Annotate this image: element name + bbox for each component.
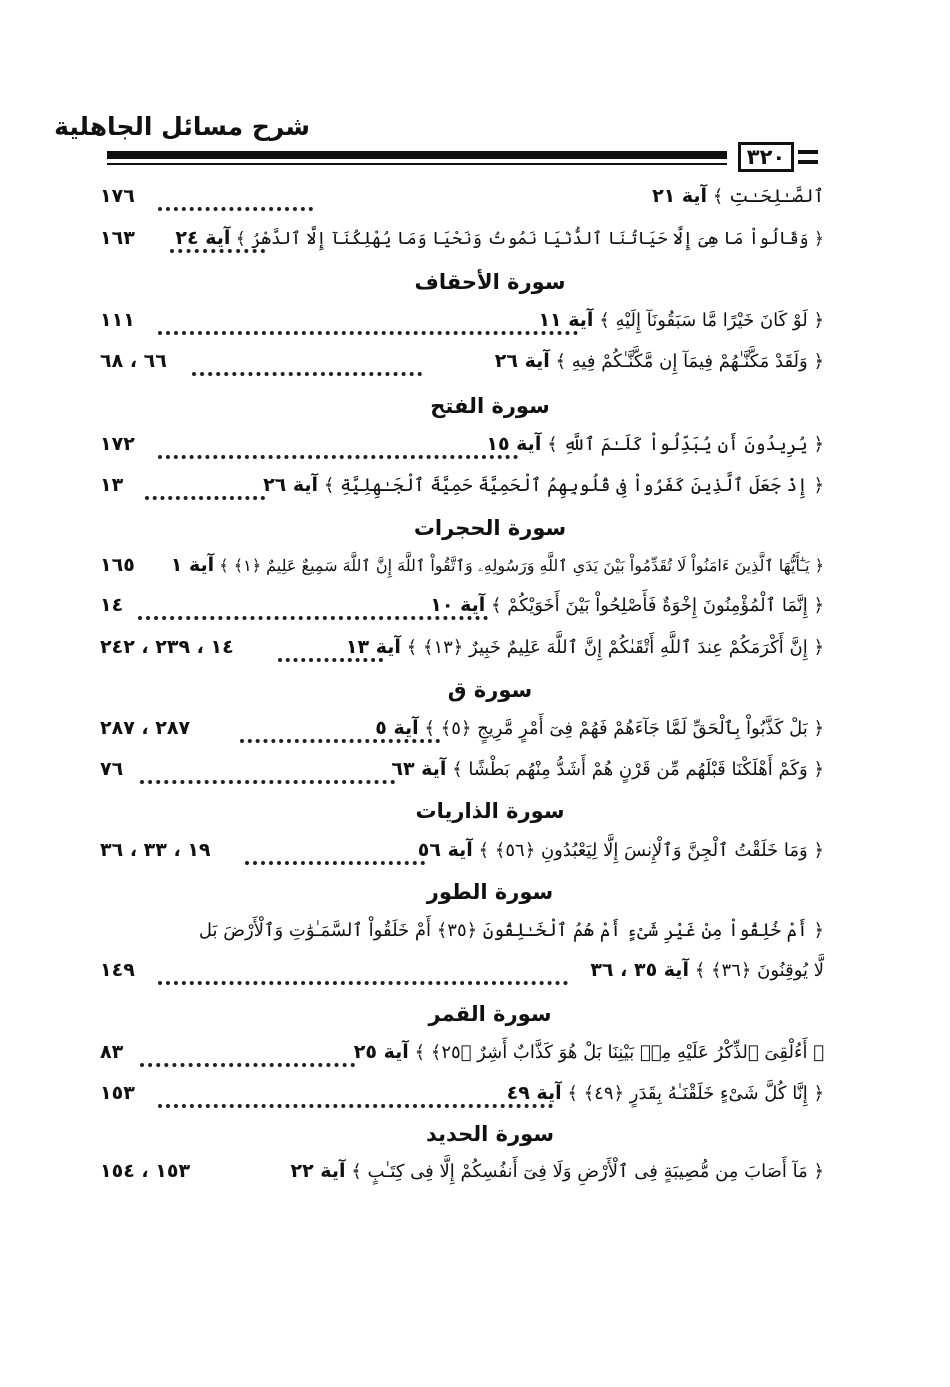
verse-entry [100,756,824,792]
ayah-number: آية ٢٦ [263,474,319,496]
verse-text: ﴿ إِنَّمَا ٱلْمُؤْمِنُونَ إِخْوَةٌ فَأَصْلِحُواْ بَيْنَ أَخَوَيْكُمْ ﴾ آية ١٠ [430,594,824,616]
ayah-number: آية ١٣ [345,636,401,658]
page-refs: ١٤ ، ٢٣٩ ، ٢٤٢ [100,636,234,658]
verse-text: ﴿ مَآ أَصَابَ مِن مُّصِيبَةٍ فِى ٱلْأَرْضِ وَلَا فِىٓ أَنفُسِكُمْ إِلَّا فِى كِتَـٰبٍ ﴾ آية ٢٢ [290,1160,824,1182]
page-refs: ١٤٩ [100,959,135,981]
verse-entry [100,634,824,670]
surah-heading: سورة الأحقاف [414,270,566,294]
verse-text: ﴿ لَوْ كَانَ خَيْرًا مَّا سَبَقُونَآ إِلَيْهِ ﴾ آية ١١ [538,309,824,331]
verse-entry [100,1039,824,1075]
verse-entry [100,225,824,261]
ayah-number: آية ٢١ [652,185,708,207]
surah-heading: سورة الطور [426,880,554,904]
verse-entry [100,431,824,467]
verse-entry [100,1158,824,1194]
verse-text: ﴿ إِنَّ أَكْرَمَكُمْ عِندَ ٱللَّهِ أَتْقَىٰكُمْ إِنَّ ٱللَّهَ عَلِيمٌ خَبِيرٌ ﴿١٣﴾ ﴾ آية ١٣ [345,636,824,658]
verse-entry [100,592,824,628]
dot-leader [158,1104,553,1108]
ayah-number: آية ١٥ [486,433,542,455]
dot-leader [192,372,422,376]
dot-leader [158,455,518,459]
dot-leader [145,496,265,500]
dot-leader [140,1063,355,1067]
page-refs: ٢٨٧ ، ٢٨٧ [100,717,191,739]
dot-leader [170,249,265,253]
verse-entry [100,1080,824,1116]
page-refs: ٦٦ ، ٦٨ [100,350,167,372]
verse-entry [100,715,824,751]
page-refs: ٨٣ [100,1041,124,1063]
page-refs: ١٥٣ [100,1082,135,1104]
surah-heading: سورة الفتح [430,394,550,418]
verse-text: لَّا يُوقِنُونَ ﴿٣٦﴾ ﴾ آية ٣٥ ، ٣٦ [590,959,824,981]
dot-leader [158,207,313,211]
page-refs: ١٣ [100,474,124,496]
page-refs: ١٤ [100,594,124,616]
page-refs: ١٦٣ [100,227,135,249]
verse-text: ﴿ أَمْ خُلِقُواْ مِنْ غَيْرِ شَىْءٍ أَمْ هُمُ ٱلْخَـٰلِقُونَ ﴿٣٥﴾ أَمْ خَلَقُواْ ٱلسَّمَـٰوَٰتِ وَٱلْأَرْضَ بَل [198,920,824,941]
dot-leader [278,658,383,662]
verse-text: ٱلصَّـٰلِحَـٰتِ ﴾ آية ٢١ [652,185,824,207]
verse-entry [100,918,824,954]
verse-text: ﴿ يَـٰٓأَيُّهَا ٱلَّذِينَ ءَامَنُواْ لَا تُقَدِّمُواْ بَيْنَ يَدَىِ ٱللَّهِ وَرَسُولِهِۦ وَٱتَّقُواْ ٱللَّهَ إِنَّ ٱللَّهَ سَمِيعٌ عَلِيمٌ ﴿١﴾ ﴾ آية ١ [170,554,824,576]
surah-heading: سورة ق [447,678,533,702]
surah-heading: سورة الذاريات [415,799,565,823]
ayah-number: آية ٢٥ [353,1041,409,1063]
verse-entry [100,307,824,343]
ayah-number: آية ٢٦ [494,350,550,372]
ayah-number: آية ١ [170,554,215,576]
dot-leader [240,739,440,743]
verse-text: ﴿ وَلَقَدْ مَكَّنَّـٰهُمْ فِيمَآ إِن مَّكَّنَّـٰكُمْ فِيهِ ﴾ آية ٢٦ [494,350,824,372]
page-refs: ١٩ ، ٣٣ ، ٣٦ [100,839,211,861]
dot-leader [158,331,578,335]
verse-entry [100,552,824,588]
ayah-number: آية ٢٤ [175,227,231,249]
verse-entry [100,472,824,508]
dot-leader [245,861,425,865]
page-refs: ١٥٣ ، ١٥٤ [100,1160,191,1182]
verse-entry [100,183,824,219]
verse-text: ﴿ أَءُلْقِىَ ٱلذِّكْرُ عَلَيْهِ مِنۢ بَيْنِنَا بَلْ هُوَ كَذَّابٌ أَشِرٌ ﴿٢٥﴾ ﴾ آية ٢٥ [353,1041,824,1063]
header-rule-thick [107,151,727,159]
ayah-number: آية ٦٣ [391,758,447,780]
verse-text: ﴿ يُرِيدُونَ أَن يُبَدِّلُواْ كَلَـٰمَ ٱللَّهِ ﴾ آية ١٥ [486,433,824,455]
surah-heading: سورة الحديد [426,1122,554,1146]
ayah-number: آية ٣٥ ، ٣٦ [590,959,689,981]
verse-entry [100,837,824,873]
ayah-number: آية ١٠ [430,594,486,616]
ayah-number: آية ٥٦ [417,839,473,861]
surah-heading: سورة القمر [428,1002,552,1026]
verse-text: ﴿ بَلْ كَذَّبُواْ بِٱلْحَقِّ لَمَّا جَآءَهُمْ فَهُمْ فِىٓ أَمْرٍ مَّرِيجٍ ﴿٥﴾ ﴾ آية ٥ [375,717,824,739]
verse-text: ﴿ وَقَالُواْ مَا هِىَ إِلَّا حَيَاتُنَا ٱلدُّنْيَا نَمُوتُ وَنَحْيَا وَمَا يُهْلِكُنَآ إِلَّا ٱلدَّهْرُ ﴾ آية ٢٤ [175,227,824,249]
ayah-number: آية ٥ [375,717,419,739]
verse-entry [100,348,824,384]
page-number: ٣٢٠ [738,142,794,172]
ayah-number: آية ١١ [538,309,594,331]
header-dash-bottom [798,160,818,164]
verse-text: ﴿ إِنَّا كُلَّ شَىْءٍ خَلَقْنَـٰهُ بِقَدَرٍ ﴿٤٩﴾ ﴾ آية ٤٩ [506,1082,824,1104]
verse-entry [100,957,824,993]
running-title: شرح مسائل الجاهلية [54,112,310,141]
dot-leader [140,780,395,784]
verse-text: ﴿ وَمَا خَلَقْتُ ٱلْجِنَّ وَٱلْإِنسَ إِلَّا لِيَعْبُدُونِ ﴿٥٦﴾ ﴾ آية ٥٦ [417,839,824,861]
page-refs: ١١١ [100,309,135,331]
verse-text: ﴿ وَكَمْ أَهْلَكْنَا قَبْلَهُم مِّن قَرْنٍ هُمْ أَشَدُّ مِنْهُم بَطْشًا ﴾ آية ٦٣ [391,758,824,780]
page-refs: ١٧٦ [100,185,135,207]
verse-text: ﴿ إِذْ جَعَلَ ٱلَّذِينَ كَفَرُواْ فِى قُلُوبِهِمُ ٱلْحَمِيَّةَ حَمِيَّةَ ٱلْجَـٰهِلِيَّةِ ﴾ آية ٢٦ [263,474,824,496]
dot-leader [138,616,488,620]
header-rule-thin [107,163,727,165]
page-refs: ٧٦ [100,758,124,780]
ayah-number: آية ٤٩ [506,1082,562,1104]
ayah-number: آية ٢٢ [290,1160,346,1182]
page-refs: ١٧٢ [100,433,135,455]
header-dash-top [798,150,818,154]
surah-heading: سورة الحجرات [413,516,567,540]
page-refs: ١٦٥ [100,554,135,576]
dot-leader [158,981,568,985]
